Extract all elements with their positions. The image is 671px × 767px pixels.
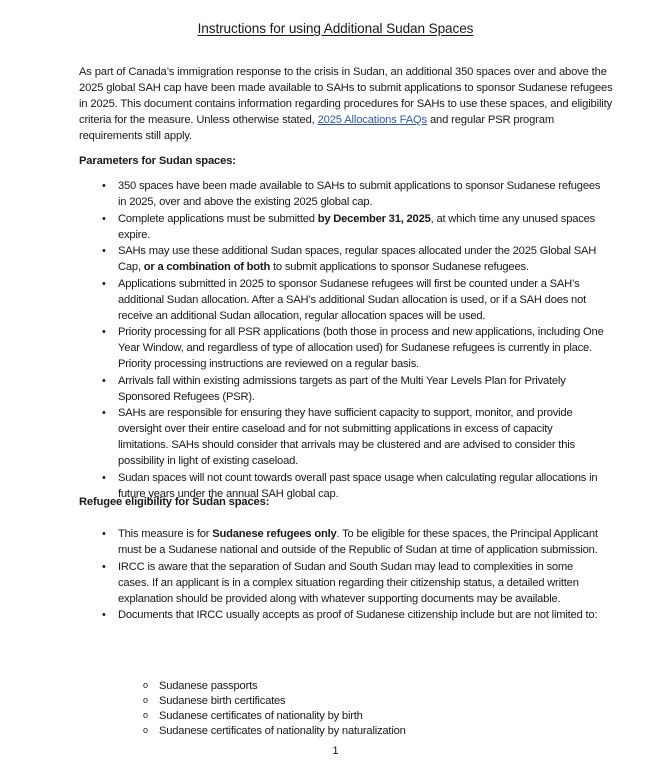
list-item: • SAHs may use these additional Sudan spaces, regular spaces allocated under the 2025 Global SAH Cap, or a combination of both to submit applications to sponsor Sudanese refugees. — [118, 243, 604, 275]
list-item: • Complete applications must be submitted by December 31, 2025, at which time any unused spaces expire. — [118, 211, 604, 243]
document-title: Instructions for using Additional Sudan Spaces — [197, 21, 474, 36]
list-item: o Sudanese certificates of nationality by birth — [159, 709, 599, 724]
citizenship-documents-list — [159, 679, 599, 739]
parameters-list — [118, 178, 604, 502]
list-item: • SAHs are responsible for ensuring they have sufficient capacity to support, monitor, and provide oversight over their entire caseload and for not submitting applications in excess of capacity limitations. SAHs should consider that arrivals may be clustered and are advised to consider this possibility in light of existing caseload. — [118, 405, 604, 469]
eligibility-heading: Refugee eligibility for Sudan spaces: — [79, 496, 270, 508]
list-item: o Sudanese birth certificates — [159, 694, 599, 709]
list-item: o Sudanese passports — [159, 679, 599, 694]
list-item: • IRCC is aware that the separation of Sudan and South Sudan may lead to complexities in some cases. If an applicant is in a complex situation regarding their citizenship status, a detailed written explanation should be provided along with whatever supporting documents may be available. — [118, 559, 604, 607]
list-item: • Arrivals fall within existing admissions targets as part of the Multi Year Levels Plan for Privately Sponsored Refugees (PSR). — [118, 373, 604, 405]
list-item: • Applications submitted in 2025 to sponsor Sudanese refugees will first be counted under a SAH’s additional Sudan allocation. After a SAH’s additional Sudan allocation is used, or if a SAH does not receive an additional Sudan allocation, regular allocation spaces will be used. — [118, 276, 604, 324]
eligibility-list — [118, 526, 604, 624]
intro-paragraph: As part of Canada’s immigration response to the crisis in Sudan, an additional 350 spaces over and above the 2025 global SAH cap have been made available to SAHs to submit applications to sponsor Sudanese refugees in 2025. This document contains information regarding procedures for SAHs to use these spaces, and eligibility criteria for the measure. Unless otherwise stated, 2025 Allocations FAQs and regular PSR program requirements still apply. — [79, 66, 613, 142]
list-item: o Sudanese certificates of nationality by naturalization — [159, 724, 599, 739]
page-number: 1 — [332, 745, 339, 757]
list-item: • 350 spaces have been made available to SAHs to submit applications to sponsor Sudanese refugees in 2025, over and above the existing 2025 global cap. — [118, 178, 604, 210]
list-item: • Priority processing for all PSR applications (both those in process and new applications, including One Year Window, and regardless of type of allocation used) for Sudanese refugees is currently in place. Priority processing instructions are reviewed on a regular basis. — [118, 324, 604, 372]
list-item: • Documents that IRCC usually accepts as proof of Sudanese citizenship include but are not limited to: — [118, 607, 604, 623]
list-item: • Sudan spaces will not count towards overall past space usage when calculating regular allocations in future years under the annual SAH global cap. — [118, 470, 604, 502]
list-item: • This measure is for Sudanese refugees only. To be eligible for these spaces, the Principal Applicant must be a Sudanese national and outside of the Republic of Sudan at time of application submission. — [118, 526, 604, 558]
parameters-heading: Parameters for Sudan spaces: — [79, 155, 236, 167]
allocations-faqs-link[interactable]: 2025 Allocations FAQs — [317, 114, 428, 126]
